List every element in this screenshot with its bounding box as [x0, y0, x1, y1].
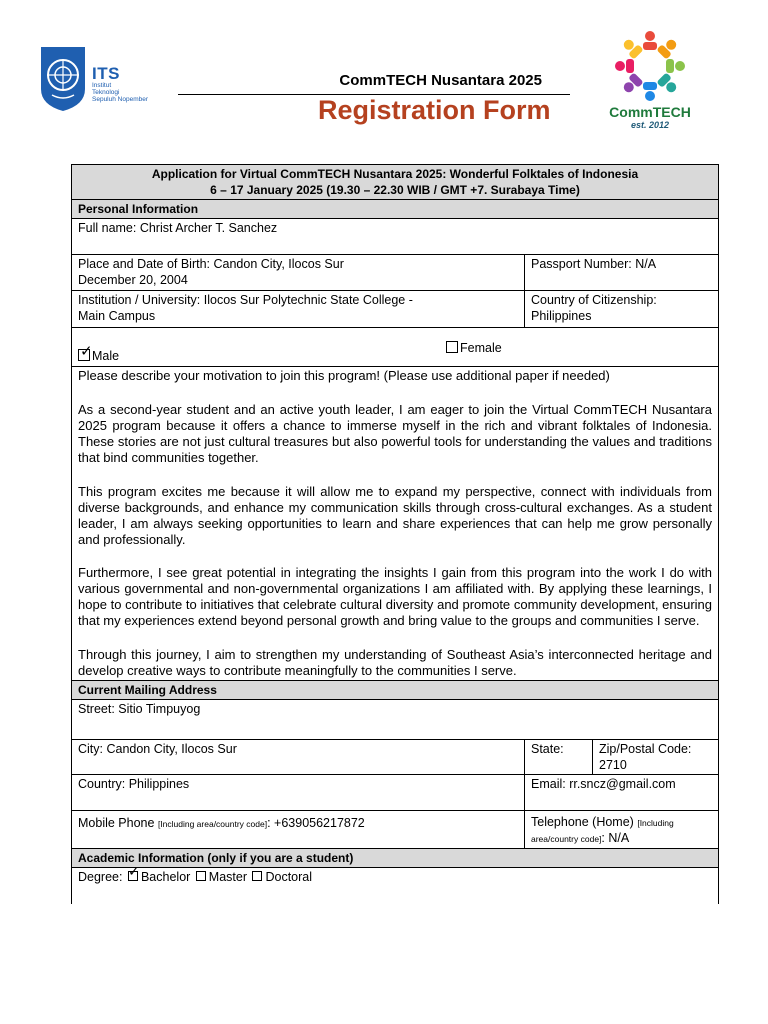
section-heading-personal: Personal Information — [72, 200, 719, 219]
registration-table — [71, 164, 719, 904]
telephone-label: Telephone (Home) — [531, 815, 634, 830]
telephone-note: [Including — [637, 818, 674, 829]
citizenship-field[interactable]: Country of Citizenship: Philippines — [525, 291, 719, 328]
its-institute-line: Teknologi — [92, 89, 120, 96]
application-title: Application for Virtual CommTECH Nusantara 2025: Wonderful Folktales of Indonesia — [151, 167, 639, 181]
telephone-value: : N/A — [601, 831, 630, 846]
section-heading-mailing: Current Mailing Address — [72, 681, 719, 700]
motivation-paragraph: This program excites me because it will allow me to expand my perspective, connect with individuals from diverse backgrounds, and enhance my communication skills through cross-cultural exchanges. As a student leader, I am always seeking opportunities to learn and share experiences that can help me grow personally and professionally. — [78, 483, 712, 547]
motivation-paragraph: Furthermore, I see great potential in integrating the insights I gain from this program into the work I do with various governmental and non-governmental organizations I am affiliated with. By applying these learnings, I hope to contribute to initiatives that celebrate cultural diversity and promote community development, ensuring that my experiences extend beyond personal growth and bring value to the groups and communities I serve. — [78, 565, 712, 629]
motivation-paragraph: As a second-year student and an active youth leader, I am eager to join the Virtual CommTECH Nusantara 2025 program because it offers a chance to immerse myself in the rich and vibrant folktales of Indonesia. These stories are not just cultural treasures but also powerful tools for understanding the values and traditions that bind communities together. — [78, 401, 712, 465]
email-field[interactable]: Email: rr.sncz@gmail.com — [525, 775, 719, 811]
commtech-logo-name: CommTECH — [609, 104, 691, 120]
institution-line: Institution / University: Ilocos Sur Polytechnic State College - — [78, 293, 413, 307]
section-heading-academic: Academic Information (only if you are a student) — [72, 849, 719, 868]
degree-option-master: Master — [208, 870, 247, 885]
zip-field[interactable] — [593, 740, 719, 775]
home-phone-field[interactable] — [525, 811, 719, 849]
its-logo-text: ITS — [92, 64, 120, 83]
female-label: Female — [460, 341, 502, 355]
telephone-note: area/country code] — [531, 834, 602, 845]
city-field[interactable]: City: Candon City, Ilocos Sur — [72, 740, 525, 775]
mobile-phone-field[interactable] — [72, 811, 525, 849]
motivation-paragraph: Through this journey, I aim to strengthen my understanding of Southeast Asia’s interconnected heritage and develop creative ways to contribute meaningfully to the communities I serve. — [78, 647, 712, 679]
commtech-logo — [600, 28, 700, 132]
female-checkbox[interactable] — [446, 341, 458, 353]
state-field[interactable]: State: — [525, 740, 593, 775]
full-name-field[interactable]: Full name: Christ Archer T. Sanchez — [72, 219, 719, 255]
its-emblem-icon — [38, 45, 88, 113]
mobile-value: : +639056217872 — [267, 816, 365, 831]
its-logo — [38, 45, 168, 115]
country-field[interactable]: Country: Philippines — [72, 775, 525, 811]
commtech-ring-icon — [600, 28, 700, 104]
application-header — [72, 165, 719, 200]
zip-label: Zip/Postal Code: — [599, 742, 692, 757]
motivation-prompt: Please describe your motivation to join this program! (Please use additional paper if needed) — [78, 368, 610, 383]
male-checkbox[interactable] — [78, 343, 93, 361]
male-option[interactable] — [78, 343, 120, 364]
bachelor-checkbox[interactable] — [127, 863, 140, 881]
its-institute-line: Institut — [92, 82, 112, 89]
degree-label: Degree: — [78, 870, 123, 885]
birth-place: Place and Date of Birth: Candon City, Ilocos Sur — [78, 257, 344, 271]
mobile-note: [Including area/country code] — [157, 819, 268, 830]
application-dates: 6 – 17 January 2025 (19.30 – 22.30 WIB / GMT +7. Surabaya Time) — [210, 183, 580, 197]
doctoral-checkbox[interactable] — [252, 871, 262, 881]
gender-row — [72, 328, 719, 367]
birth-date: December 20, 2004 — [78, 273, 188, 287]
male-label: Male — [92, 349, 120, 363]
street-field[interactable]: Street: Sitio Timpuyog — [72, 700, 719, 740]
birth-field[interactable] — [72, 255, 525, 291]
mobile-label: Mobile Phone — [78, 816, 155, 831]
female-option[interactable] — [446, 340, 502, 356]
passport-field[interactable]: Passport Number: N/A — [525, 255, 719, 291]
commtech-logo-est: est. 2012 — [630, 120, 670, 130]
degree-row — [72, 863, 719, 904]
checkmark-icon: ✓ — [80, 343, 93, 360]
institution-field[interactable] — [72, 291, 525, 328]
checkmark-icon: ✓ — [127, 863, 140, 880]
degree-option-doctoral: Doctoral — [265, 870, 313, 885]
master-checkbox[interactable] — [196, 871, 206, 881]
form-title: Registration Form — [318, 95, 551, 125]
its-institute-line: Sepuluh Nopember — [92, 96, 149, 103]
event-name: CommTECH Nusantara 2025 — [339, 72, 542, 89]
motivation-field[interactable] — [72, 367, 719, 681]
degree-option-bachelor: Bachelor — [140, 870, 191, 885]
zip-value: 2710 — [599, 758, 627, 773]
institution-line: Main Campus — [78, 309, 156, 323]
